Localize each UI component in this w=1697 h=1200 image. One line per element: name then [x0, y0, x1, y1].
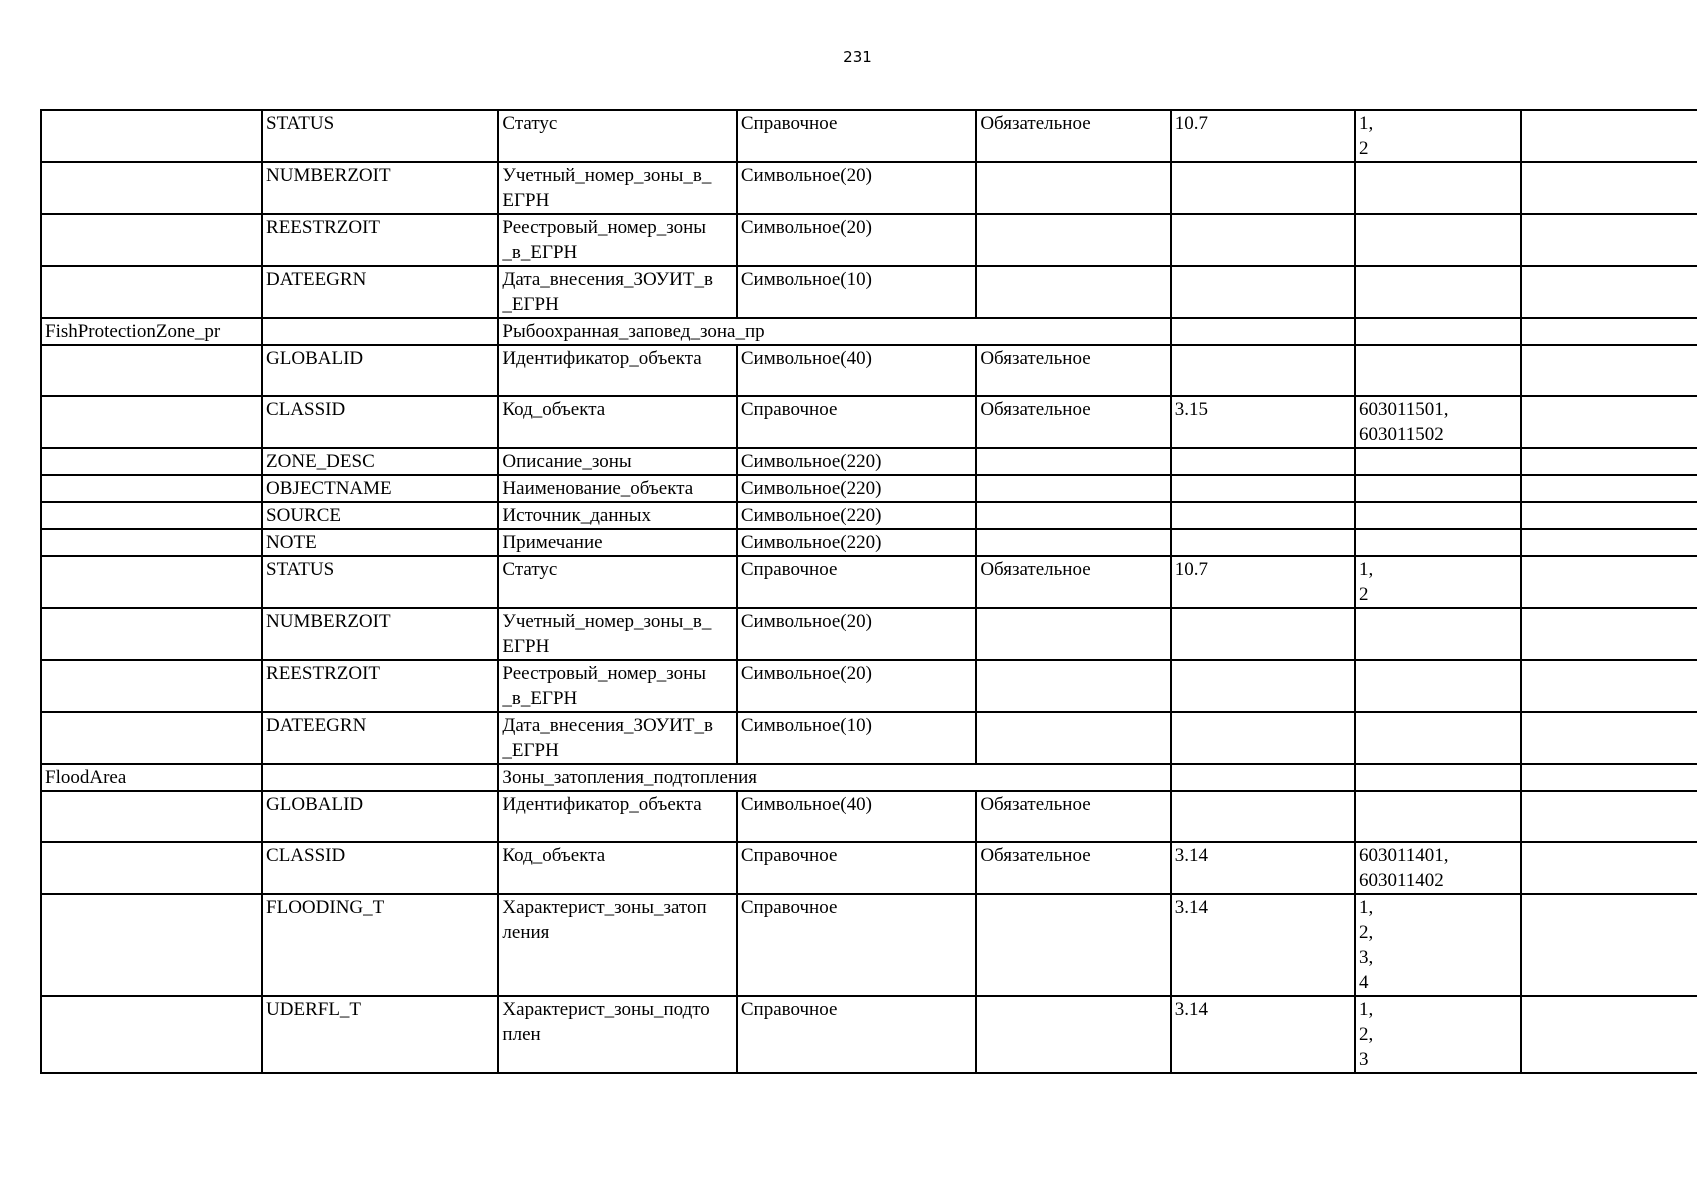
- required-cell: [976, 345, 1170, 396]
- ref-section-cell: [1171, 318, 1355, 345]
- field-type-cell: [737, 475, 976, 502]
- field-type: Символьное(20): [740, 217, 872, 238]
- required-cell: [976, 660, 1170, 712]
- table-row: [41, 608, 1697, 660]
- field-name-cell: [262, 529, 498, 556]
- field-type: Справочное: [740, 113, 838, 134]
- field-alias-cell: [498, 214, 736, 266]
- field-type-cell: [737, 660, 976, 712]
- class-name-cell: [41, 660, 262, 712]
- required: Обязательное: [980, 794, 1091, 815]
- note-cell: [1521, 894, 1697, 996]
- ref-section-cell: [1171, 712, 1355, 764]
- ref-section-cell: [1171, 502, 1355, 529]
- allowed-values-cell: [1355, 996, 1521, 1073]
- class-name-cell: [41, 448, 262, 475]
- field-name: SOURCE: [266, 505, 341, 526]
- field-alias-cell: [498, 475, 736, 502]
- field-name: GLOBALID: [266, 794, 364, 815]
- table-row: [41, 448, 1697, 475]
- note-cell: [1521, 318, 1697, 345]
- note-cell: [1521, 502, 1697, 529]
- field-alias-cell: [498, 608, 736, 660]
- field-name: REESTRZOIT: [266, 663, 381, 684]
- table-row: [41, 996, 1697, 1073]
- class-name-cell: [41, 529, 262, 556]
- required-cell: [976, 214, 1170, 266]
- allowed-values-cell: [1355, 608, 1521, 660]
- field-type-cell: [737, 556, 976, 608]
- required: Обязательное: [980, 399, 1091, 420]
- field-name-cell: [262, 556, 498, 608]
- field-type-cell: [737, 791, 976, 842]
- field-name-cell: [262, 996, 498, 1073]
- allowed-values-cell: [1355, 556, 1521, 608]
- field-alias: Статус: [502, 559, 558, 580]
- note-cell: [1521, 448, 1697, 475]
- required: Обязательное: [980, 559, 1091, 580]
- field-type: Справочное: [740, 897, 838, 918]
- field-alias: Описание_зоны: [502, 451, 632, 472]
- field-type-cell: [737, 608, 976, 660]
- table-row: [41, 764, 1697, 791]
- allowed-values-cell: [1355, 396, 1521, 448]
- allowed-values-cell: [1355, 660, 1521, 712]
- class-name-cell: [41, 396, 262, 448]
- field-alias: Зоны_затопления_подтопления: [502, 767, 758, 788]
- field-alias-cell: [498, 529, 736, 556]
- ref-section-cell: [1171, 345, 1355, 396]
- field-name: UDERFL_T: [266, 999, 362, 1020]
- field-alias: Наименование_объекта: [502, 478, 694, 499]
- allowed-values-cell: [1355, 502, 1521, 529]
- field-alias-cell: [498, 556, 736, 608]
- field-alias-cell: [498, 345, 736, 396]
- required-cell: [976, 110, 1170, 162]
- field-type-cell: [737, 529, 976, 556]
- field-type-cell: [737, 214, 976, 266]
- field-type-cell: [737, 502, 976, 529]
- class-name-cell: [41, 266, 262, 318]
- field-alias: Учетный_номер_зоны_в_ ЕГРН: [502, 165, 712, 211]
- field-alias: Статус: [502, 113, 558, 134]
- class-name-cell: [41, 764, 262, 791]
- table-row: [41, 162, 1697, 214]
- required-cell: [976, 529, 1170, 556]
- field-alias: Рыбоохранная_заповед_зона_пр: [502, 321, 765, 342]
- table-row: [41, 556, 1697, 608]
- class-name-cell: [41, 996, 262, 1073]
- class-name-cell: [41, 110, 262, 162]
- field-alias: Характерист_зоны_затоп ления: [502, 897, 707, 943]
- note-cell: [1521, 791, 1697, 842]
- note-cell: [1521, 712, 1697, 764]
- field-name-cell: [262, 318, 498, 345]
- note-cell: [1521, 608, 1697, 660]
- field-alias: Дата_внесения_ЗОУИТ_в _ЕГРН: [502, 715, 713, 761]
- ref-section: 10.7: [1174, 559, 1208, 580]
- note-cell: [1521, 214, 1697, 266]
- field-name: DATEEGRN: [266, 269, 367, 290]
- ref-section-cell: [1171, 214, 1355, 266]
- field-name-cell: [262, 842, 498, 894]
- note-cell: [1521, 660, 1697, 712]
- field-type-cell: [737, 894, 976, 996]
- class-name-cell: [41, 318, 262, 345]
- class-name-cell: [41, 214, 262, 266]
- class-name-cell: [41, 712, 262, 764]
- field-alias-cell: [498, 110, 736, 162]
- field-alias-cell: [498, 791, 736, 842]
- note-cell: [1521, 996, 1697, 1073]
- field-alias-cell: [498, 162, 736, 214]
- field-type-cell: [737, 162, 976, 214]
- field-name: CLASSID: [266, 845, 346, 866]
- field-type-cell: [737, 712, 976, 764]
- note-cell: [1521, 396, 1697, 448]
- class-name-cell: [41, 608, 262, 660]
- ref-section: 3.14: [1174, 999, 1208, 1020]
- class-name-cell: [41, 842, 262, 894]
- field-name: GLOBALID: [266, 348, 364, 369]
- field-type-cell: [737, 996, 976, 1073]
- field-type: Символьное(40): [740, 348, 872, 369]
- table-row: [41, 318, 1697, 345]
- ref-section-cell: [1171, 110, 1355, 162]
- table-row: [41, 894, 1697, 996]
- field-name-cell: [262, 396, 498, 448]
- ref-section: 3.14: [1174, 845, 1208, 866]
- ref-section-cell: [1171, 894, 1355, 996]
- ref-section-cell: [1171, 842, 1355, 894]
- field-name-cell: [262, 764, 498, 791]
- ref-section: 3.14: [1174, 897, 1208, 918]
- allowed-values-cell: [1355, 712, 1521, 764]
- allowed-values-cell: [1355, 110, 1521, 162]
- table-row: [41, 110, 1697, 162]
- field-name: REESTRZOIT: [266, 217, 381, 238]
- field-type: Символьное(20): [740, 165, 872, 186]
- field-alias-cell: [498, 660, 736, 712]
- field-name: NOTE: [266, 532, 317, 553]
- required-cell: [976, 502, 1170, 529]
- field-alias-cell: [498, 318, 1170, 345]
- field-name: STATUS: [266, 113, 335, 134]
- required-cell: [976, 556, 1170, 608]
- field-name-cell: [262, 502, 498, 529]
- field-name-cell: [262, 660, 498, 712]
- required-cell: [976, 608, 1170, 660]
- table-row: [41, 712, 1697, 764]
- field-type: Символьное(10): [740, 269, 872, 290]
- page-number: 231: [843, 48, 872, 66]
- ref-section-cell: [1171, 529, 1355, 556]
- table-row: [41, 791, 1697, 842]
- table-row: [41, 529, 1697, 556]
- note-cell: [1521, 764, 1697, 791]
- field-alias: Идентификатор_объекта: [502, 794, 702, 815]
- field-name: NUMBERZOIT: [266, 165, 391, 186]
- required-cell: [976, 266, 1170, 318]
- field-name-cell: [262, 162, 498, 214]
- field-alias: Реестровый_номер_зоны _в_ЕГРН: [502, 217, 707, 263]
- allowed-values-cell: [1355, 764, 1521, 791]
- table-row: [41, 502, 1697, 529]
- class-name-cell: [41, 502, 262, 529]
- ref-section-cell: [1171, 556, 1355, 608]
- allowed-values: 603011401, 603011402: [1358, 845, 1449, 891]
- allowed-values-cell: [1355, 475, 1521, 502]
- class-name-cell: [41, 345, 262, 396]
- field-type-cell: [737, 110, 976, 162]
- ref-section-cell: [1171, 162, 1355, 214]
- field-type: Справочное: [740, 559, 838, 580]
- field-type: Символьное(20): [740, 611, 872, 632]
- field-alias: Реестровый_номер_зоны _в_ЕГРН: [502, 663, 707, 709]
- field-name-cell: [262, 110, 498, 162]
- ref-section-cell: [1171, 475, 1355, 502]
- field-name-cell: [262, 608, 498, 660]
- field-alias: Идентификатор_объекта: [502, 348, 702, 369]
- class-name-cell: [41, 791, 262, 842]
- note-cell: [1521, 162, 1697, 214]
- note-cell: [1521, 556, 1697, 608]
- ref-section-cell: [1171, 764, 1355, 791]
- ref-section-cell: [1171, 396, 1355, 448]
- field-type: Символьное(220): [740, 451, 882, 472]
- field-alias-cell: [498, 764, 1170, 791]
- class-name-cell: [41, 556, 262, 608]
- field-type: Символьное(10): [740, 715, 872, 736]
- field-type: Символьное(220): [740, 478, 882, 499]
- field-name-cell: [262, 345, 498, 396]
- field-name-cell: [262, 448, 498, 475]
- field-alias: Код_объекта: [502, 845, 606, 866]
- ref-section: 3.15: [1174, 399, 1208, 420]
- note-cell: [1521, 529, 1697, 556]
- field-name-cell: [262, 266, 498, 318]
- note-cell: [1521, 842, 1697, 894]
- table-row: [41, 214, 1697, 266]
- class-name-cell: [41, 475, 262, 502]
- class-name: FishProtectionZone_pr: [45, 321, 221, 342]
- table-row: [41, 842, 1697, 894]
- field-alias-cell: [498, 996, 736, 1073]
- field-alias-cell: [498, 894, 736, 996]
- required-cell: [976, 791, 1170, 842]
- field-alias-cell: [498, 448, 736, 475]
- ref-section-cell: [1171, 660, 1355, 712]
- allowed-values-cell: [1355, 162, 1521, 214]
- required-cell: [976, 448, 1170, 475]
- allowed-values-cell: [1355, 842, 1521, 894]
- table-row: [41, 266, 1697, 318]
- field-alias: Источник_данных: [502, 505, 651, 526]
- required-cell: [976, 162, 1170, 214]
- field-name: DATEEGRN: [266, 715, 367, 736]
- field-type: Справочное: [740, 399, 838, 420]
- field-type: Символьное(220): [740, 505, 882, 526]
- table-row: [41, 396, 1697, 448]
- required: Обязательное: [980, 113, 1091, 134]
- field-type-cell: [737, 396, 976, 448]
- field-name: OBJECTNAME: [266, 478, 392, 499]
- required: Обязательное: [980, 845, 1091, 866]
- field-name: CLASSID: [266, 399, 346, 420]
- ref-section-cell: [1171, 996, 1355, 1073]
- field-alias-cell: [498, 842, 736, 894]
- allowed-values-cell: [1355, 894, 1521, 996]
- allowed-values: 1, 2: [1358, 559, 1374, 605]
- note-cell: [1521, 345, 1697, 396]
- class-name-cell: [41, 894, 262, 996]
- note-cell: [1521, 110, 1697, 162]
- field-type: Справочное: [740, 999, 838, 1020]
- field-type: Справочное: [740, 845, 838, 866]
- field-name-cell: [262, 475, 498, 502]
- required-cell: [976, 712, 1170, 764]
- note-cell: [1521, 475, 1697, 502]
- field-name: NUMBERZOIT: [266, 611, 391, 632]
- allowed-values-cell: [1355, 345, 1521, 396]
- field-name-cell: [262, 791, 498, 842]
- field-alias: Код_объекта: [502, 399, 606, 420]
- ref-section-cell: [1171, 266, 1355, 318]
- required: Обязательное: [980, 348, 1091, 369]
- ref-section-cell: [1171, 608, 1355, 660]
- field-alias-cell: [498, 502, 736, 529]
- field-name: ZONE_DESC: [266, 451, 375, 472]
- required-cell: [976, 396, 1170, 448]
- table-row: [41, 345, 1697, 396]
- attribute-table: [40, 109, 1697, 1074]
- allowed-values: 1, 2, 3: [1358, 999, 1374, 1070]
- allowed-values-cell: [1355, 214, 1521, 266]
- field-name-cell: [262, 214, 498, 266]
- class-name: FloodArea: [45, 767, 127, 788]
- allowed-values-cell: [1355, 529, 1521, 556]
- ref-section: 10.7: [1174, 113, 1208, 134]
- allowed-values-cell: [1355, 791, 1521, 842]
- allowed-values: 1, 2, 3, 4: [1358, 897, 1374, 993]
- field-name: FLOODING_T: [266, 897, 385, 918]
- field-name-cell: [262, 894, 498, 996]
- field-alias: Характерист_зоны_подто плен: [502, 999, 710, 1045]
- field-name-cell: [262, 712, 498, 764]
- field-type: Символьное(20): [740, 663, 872, 684]
- field-name: STATUS: [266, 559, 335, 580]
- table-row: [41, 475, 1697, 502]
- allowed-values: 603011501, 603011502: [1358, 399, 1449, 445]
- field-type-cell: [737, 448, 976, 475]
- allowed-values-cell: [1355, 448, 1521, 475]
- field-type: Символьное(220): [740, 532, 882, 553]
- required-cell: [976, 996, 1170, 1073]
- allowed-values: 1, 2: [1358, 113, 1374, 159]
- required-cell: [976, 842, 1170, 894]
- ref-section-cell: [1171, 791, 1355, 842]
- allowed-values-cell: [1355, 266, 1521, 318]
- field-alias: Дата_внесения_ЗОУИТ_в _ЕГРН: [502, 269, 713, 315]
- field-alias: Учетный_номер_зоны_в_ ЕГРН: [502, 611, 712, 657]
- required-cell: [976, 475, 1170, 502]
- field-alias-cell: [498, 396, 736, 448]
- table-row: [41, 660, 1697, 712]
- class-name-cell: [41, 162, 262, 214]
- field-alias-cell: [498, 266, 736, 318]
- field-type-cell: [737, 266, 976, 318]
- field-alias-cell: [498, 712, 736, 764]
- field-type-cell: [737, 842, 976, 894]
- ref-section-cell: [1171, 448, 1355, 475]
- note-cell: [1521, 266, 1697, 318]
- field-type-cell: [737, 345, 976, 396]
- allowed-values-cell: [1355, 318, 1521, 345]
- field-alias: Примечание: [502, 532, 603, 553]
- required-cell: [976, 894, 1170, 996]
- field-type: Символьное(40): [740, 794, 872, 815]
